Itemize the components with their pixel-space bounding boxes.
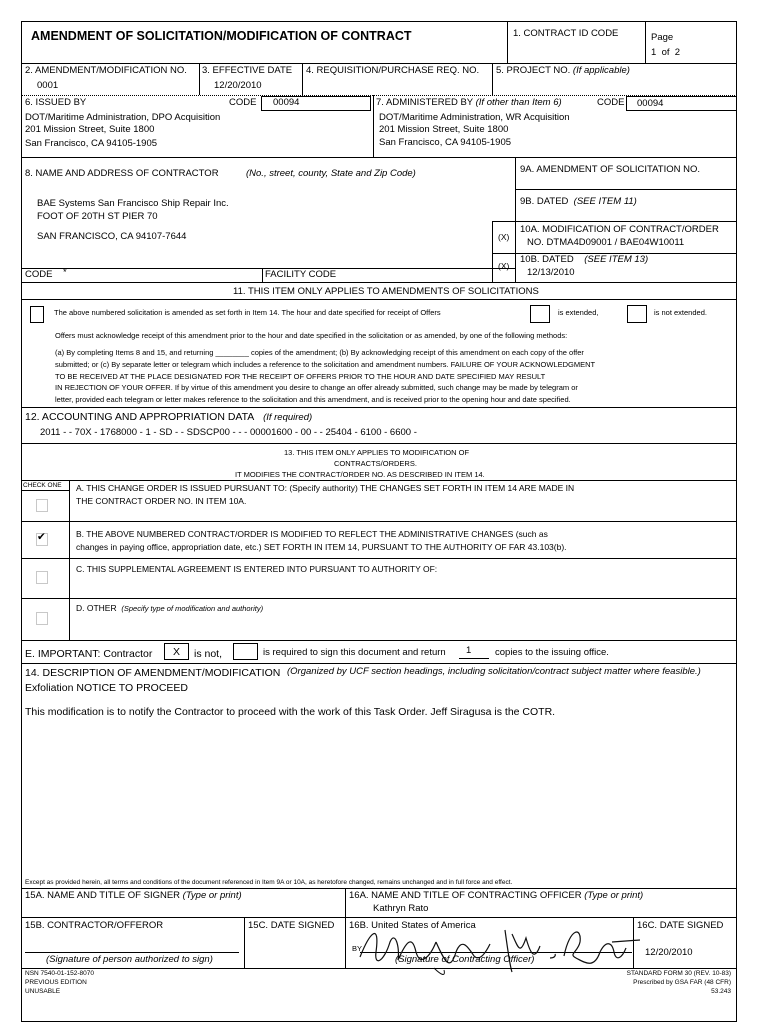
project-no-label: 5. PROJECT NO. (If applicable) <box>496 65 630 76</box>
divider <box>21 282 737 283</box>
united-states-label: 16B. United States of America <box>349 920 476 931</box>
by-label: BY <box>352 944 363 953</box>
contractor-offeror-label: 15B. CONTRACTOR/OFFEROR <box>25 920 164 931</box>
form-title: AMENDMENT OF SOLICITATION/MODIFICATION OF CONTRACT <box>31 29 412 43</box>
divider <box>21 490 69 491</box>
signer-name-label: 15A. NAME AND TITLE OF SIGNER (Type or print) <box>25 890 242 901</box>
administered-code-label: CODE <box>597 97 625 108</box>
prescribed-label: Prescribed by GSA FAR (48 CFR) <box>633 979 731 986</box>
checkmark-icon: ✔ <box>37 531 46 543</box>
item11-para-line2: submitted; or (c) By separate letter or telegram which includes a reference to the solicitation and amendment numbers. FAILURE OF YOUR ACKNOWLEDGMENT <box>55 360 596 369</box>
administered-code-value: 00094 <box>637 98 664 109</box>
copies-text: copies to the issuing office. <box>495 647 609 658</box>
accounting-value[interactable]: 2011 - - 70X - 1768000 - 1 - SD - - SDSCP00 - - - 00001600 - 00 - - 25404 - 6100 - 6600 - <box>40 427 417 438</box>
is-not-label: is not, <box>194 648 223 660</box>
date-signed-15c-label: 15C. DATE SIGNED <box>248 920 335 931</box>
divider <box>21 558 737 559</box>
divider <box>492 221 493 282</box>
x-marker-10b: (X) <box>498 261 510 271</box>
solicitation-amended-text: The above numbered solicitation is amended as set forth in Item 14. The hour and date specified for receipt of Offers <box>54 308 441 317</box>
item11-para-line3: TO BE RECEIVED AT THE PLACE DESIGNATED FOR THE RECEIPT OF OFFERS PRIOR TO THE HOUR AND DATE SPECIFIED MAY RESULT <box>55 372 546 381</box>
copies-underline <box>459 658 489 659</box>
divider <box>21 521 737 522</box>
item13a-line1: A. THIS CHANGE ORDER IS ISSUED PURSUANT TO: (Specify authority) THE CHANGES SET FORTH IN ITEM 14 ARE MADE IN <box>76 483 575 493</box>
item13-heading-line3: IT MODIFIES THE CONTRACT/ORDER NO. AS DESCRIBED IN ITEM 14. <box>235 470 485 479</box>
divider <box>244 917 245 968</box>
check-a-box[interactable] <box>36 499 48 512</box>
issued-address-line2: 201 Mission Street, Suite 1800 <box>25 124 155 135</box>
divider <box>507 21 508 63</box>
extended-checkbox[interactable] <box>530 305 550 323</box>
check-one-label: CHECK ONE <box>23 482 62 489</box>
divider <box>21 443 737 444</box>
code-label: CODE <box>25 269 53 280</box>
effective-date-value[interactable]: 12/20/2010 <box>214 80 262 91</box>
contractor-line3[interactable]: SAN FRANCISCO, CA 94107-7644 <box>37 231 187 242</box>
signature-line-15 <box>25 952 239 953</box>
divider <box>21 157 737 158</box>
item13-heading-line1: 13. THIS ITEM ONLY APPLIES TO MODIFICATION OF <box>284 448 470 457</box>
administered-by-label: 7. ADMINISTERED BY (If other than Item 6) <box>376 97 562 108</box>
item11-para-line4: IN REJECTION OF YOUR OFFER. If by virtue of this amendment you desire to change an offer already submitted, such change may be made by telegram or <box>55 383 578 392</box>
item13b-line2: changes in paying office, appropriation date, etc.) SET FORTH IN ITEM 14, PURSUANT TO THE AUTHORITY OF FAR 43.103(b). <box>76 542 567 552</box>
amendment-no-value[interactable]: 0001 <box>37 80 59 91</box>
divider <box>21 968 737 969</box>
officer-name-value[interactable]: Kathryn Rato <box>373 903 429 914</box>
item13-heading-line2: CONTRACTS/ORDERS. <box>334 459 417 468</box>
contract-id-label: 1. CONTRACT ID CODE <box>513 28 619 39</box>
effective-date-label: 3. EFFECTIVE DATE <box>202 65 293 76</box>
not-extended-label: is not extended. <box>654 308 707 317</box>
item13c-text: C. THIS SUPPLEMENTAL AGREEMENT IS ENTERED INTO PURSUANT TO AUTHORITY OF: <box>76 564 438 574</box>
item13b-line1: B. THE ABOVE NUMBERED CONTRACT/ORDER IS MODIFIED TO REFLECT THE ADMINISTRATIVE CHANGES (such as <box>76 529 548 539</box>
dated-9b-label: 9B. DATED (SEE ITEM 11) <box>520 196 637 207</box>
except-text: Except as provided herein, all terms and conditions of the document referenced in Item 9A or 10A, as heretofore changed, remains unchanged and in full force and effect. <box>25 879 513 886</box>
divider <box>21 480 737 481</box>
divider <box>262 268 263 282</box>
solicitation-amendment-label: 9A. AMENDMENT OF SOLICITATION NO. <box>520 164 700 175</box>
item11-heading: 11. THIS ITEM ONLY APPLIES TO AMENDMENTS OF SOLICITATIONS <box>233 286 539 297</box>
is-required-box[interactable] <box>233 643 258 660</box>
code-value: * <box>63 267 67 278</box>
divider <box>302 63 303 95</box>
item13a-line2: THE CONTRACT ORDER NO. IN ITEM 10A. <box>76 496 247 506</box>
contractor-label: 8. NAME AND ADDRESS OF CONTRACTOR <box>25 168 219 179</box>
administered-address-line1: DOT/Maritime Administration, WR Acquisition <box>379 112 570 123</box>
unusable-label: UNUSABLE <box>25 988 61 995</box>
amendment-no-label: 2. AMENDMENT/MODIFICATION NO. <box>25 65 187 76</box>
officer-name-label: 16A. NAME AND TITLE OF CONTRACTING OFFICER (Type or print) <box>349 890 644 901</box>
issued-address-line3: San Francisco, CA 94105-1905 <box>25 138 158 149</box>
contractor-line2[interactable]: FOOT OF 20TH ST PIER 70 <box>37 211 158 222</box>
previous-edition-label: PREVIOUS EDITION <box>25 979 87 986</box>
issued-code-value: 00094 <box>273 97 300 108</box>
divider <box>199 63 200 95</box>
page-number: 1 of 2 <box>651 47 681 58</box>
is-extended-label: is extended, <box>558 308 599 317</box>
divider <box>21 640 737 641</box>
accounting-label: 12. ACCOUNTING AND APPROPRIATION DATA (If required) <box>25 411 313 423</box>
dated-10b-label: 10B. DATED (SEE ITEM 13) <box>520 254 649 265</box>
not-extended-checkbox[interactable] <box>627 305 647 323</box>
contractor-line1[interactable]: BAE Systems San Francisco Ship Repair Inc. <box>37 198 229 209</box>
requisition-label: 4. REQUISITION/PURCHASE REQ. NO. <box>306 65 480 76</box>
issued-code-label: CODE <box>229 97 257 108</box>
contractor-note: (No., street, county, State and Zip Code) <box>246 168 416 179</box>
dated-10b-value[interactable]: 12/13/2010 <box>527 267 575 278</box>
check-d-box[interactable] <box>36 612 48 625</box>
is-required-text: is required to sign this document and return <box>263 647 446 658</box>
item13d-text: D. OTHER (Specify type of modification and authority) <box>76 603 264 613</box>
item11-para-line1: (a) By completing Items 8 and 15, and returning ________ copies of the amendment; (b) By acknowledging receipt of this amendment on each copy of the offer <box>55 348 584 357</box>
modification-number[interactable]: NO. DTMA4D09001 / BAE04W10011 <box>527 237 685 248</box>
signature-caption-16: (Signature of Contracting Officer) <box>395 954 535 965</box>
modification-label: 10A. MODIFICATION OF CONTRACT/ORDER <box>520 224 719 235</box>
divider <box>373 95 374 157</box>
divider <box>492 221 737 222</box>
standard-form-label: STANDARD FORM 30 (REV. 10-83) <box>626 970 731 977</box>
issued-by-label: 6. ISSUED BY <box>25 97 87 108</box>
handwritten-signature <box>350 912 650 982</box>
description-body[interactable]: This modification is to notify the Contractor to proceed with the work of this Task Order. Jeff Siragusa is the COTR. <box>25 706 556 718</box>
important-label: E. IMPORTANT: Contractor <box>25 648 153 660</box>
description-note: (Organized by UCF section headings, including solicitation/contract subject matter where feasible.) <box>287 666 701 677</box>
divider <box>492 63 493 95</box>
far-reference-label: 53.243 <box>711 988 731 995</box>
offers-text: Offers must acknowledge receipt of this amendment prior to the hour and date specified in the solicitation or as amended, by one of the following methods: <box>55 331 568 340</box>
date-signed-16c-value[interactable]: 12/20/2010 <box>645 947 693 958</box>
description-subject[interactable]: Exfoliation NOTICE TO PROCEED <box>25 682 188 694</box>
x-marker-10a: (X) <box>498 232 510 242</box>
divider <box>21 663 737 664</box>
item11-para-line5: letter, provided each telegram or letter makes reference to the solicitation and this amendment, and is received prior to the opening hour and date specified. <box>55 395 571 404</box>
divider <box>515 157 516 282</box>
divider <box>345 888 346 968</box>
description-label: 14. DESCRIPTION OF AMENDMENT/MODIFICATION <box>25 667 281 679</box>
solicitation-checkbox[interactable] <box>30 306 44 323</box>
divider <box>515 189 737 190</box>
administered-address-line2: 201 Mission Street, Suite 1800 <box>379 124 509 135</box>
divider <box>21 598 737 599</box>
page-label: Page <box>651 32 674 43</box>
copies-value[interactable]: 1 <box>466 645 472 656</box>
divider <box>645 21 646 63</box>
administered-address-line3: San Francisco, CA 94105-1905 <box>379 137 512 148</box>
issued-address-line1: DOT/Maritime Administration, DPO Acquisition <box>25 112 221 123</box>
x-mark: X <box>173 646 181 658</box>
divider <box>21 63 737 64</box>
facility-code-label: FACILITY CODE <box>265 269 337 280</box>
date-signed-16c-label: 16C. DATE SIGNED <box>637 920 724 931</box>
check-c-box[interactable] <box>36 571 48 584</box>
signature-caption-15: (Signature of person authorized to sign) <box>46 954 213 965</box>
divider <box>21 888 737 889</box>
divider <box>21 407 737 408</box>
divider <box>69 480 70 640</box>
nsn-label: NSN 7540-01-152-8070 <box>25 970 95 977</box>
divider <box>21 299 737 300</box>
